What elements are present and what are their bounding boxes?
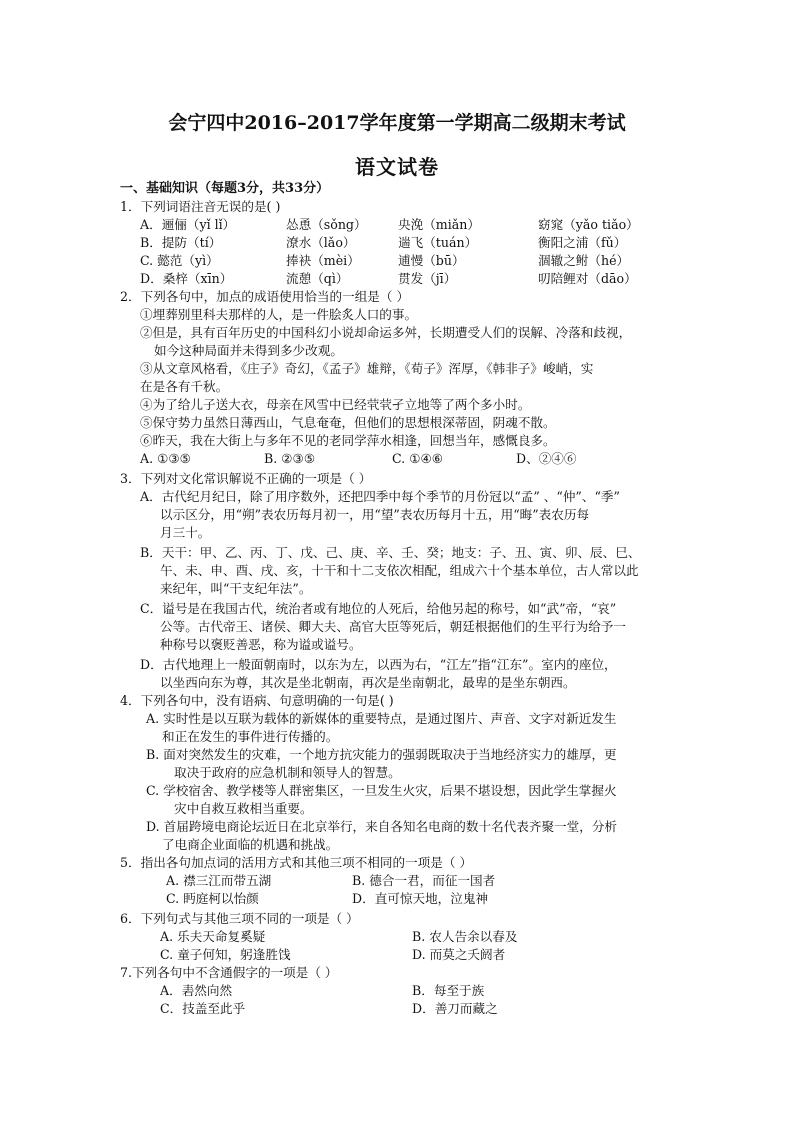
q1-option: B．提防（tí） <box>140 235 222 250</box>
q1-option: 潦水（lǎo） <box>286 235 356 250</box>
q3-line: 来纪年，叫“干支纪年法”。 <box>160 581 312 596</box>
q3-line: D．古代地理上一般面朝南时，以东为左，以西为右，“江左”指“江东”。室内的座位， <box>140 657 617 672</box>
section-heading: 一、基础知识（每题3分，共33分） <box>120 181 330 196</box>
q5-option: B. 德合一君，而征一国者 <box>352 873 496 888</box>
q2-line: ③从文章风格看，《庄子》奇幻，《孟子》雄辩，《荀子》浑厚，《韩非子》峻峭，实 <box>140 361 594 376</box>
q7-option: B．每至于族 <box>412 983 485 998</box>
q3-line: 以示区分，用“朔”表农历每月初一，用“望”表农历每月十五，用“晦”表农历每 <box>160 507 590 522</box>
q1-option: 涸辙之鲋（hé） <box>538 253 630 268</box>
q2-option: B. ②③⑤ <box>264 451 316 466</box>
q1-option: 逋慢（bū） <box>398 253 465 268</box>
q3-line: 月三十。 <box>160 525 211 540</box>
q2-line: ⑤保守势力虽然日薄西山，气息奄奄，但他们的思想根深蒂固，阴魂不散。 <box>140 415 556 430</box>
q2-line: 如今这种局面并未得到多少改观。 <box>154 343 343 358</box>
q1-option: 衡阳之浦（fǔ） <box>538 235 627 250</box>
q4-line: B. 面对突然发生的灾难，一个地方抗灾能力的强弱既取决于当地经济实力的雄厚，更 <box>146 747 617 762</box>
exam-title: 会宁四中2016–2017学年度第一学期高二级期末考试 <box>168 112 626 134</box>
q1-option: 流憩（qì） <box>286 271 349 286</box>
q1-option: 遄飞（tuán） <box>398 235 478 250</box>
q6-option: A. 乐夫天命复奚疑 <box>160 929 266 944</box>
q5-stem: 5．指出各句加点词的活用方式和其他三项不相同的一项是（ ） <box>120 855 473 870</box>
q7-option: D．善刀而藏之 <box>412 1001 498 1016</box>
q6-option: C. 童子何知，躬逢胜饯 <box>160 947 291 962</box>
q3-line: B．天干：甲、乙、丙、丁、戊、己、庚、辛、壬、癸；地支：子、丑、寅、卯、辰、巳、 <box>140 545 641 560</box>
q2-line: ②但是，具有百年历史的中国科幻小说却命运多舛，长期遭受人们的误解、冷落和歧视， <box>140 325 632 340</box>
q4-line: 和正在发生的事件进行传播的。 <box>162 729 339 744</box>
q4-stem: 4．下列各句中，没有语病、句意明确的一句是( ) <box>120 693 394 708</box>
q5-option: D．直可惊天地，泣鬼神 <box>352 891 489 906</box>
q3-line: 种称号以褒贬善恶，称为谥或谥号。 <box>160 637 362 652</box>
q1-option: 怂恿（sǒng） <box>286 217 367 232</box>
q1-option: C. 懿范（yì） <box>140 253 219 268</box>
q2-stem: 2．下列各句中，加点的成语使用恰当的一组是（ ） <box>120 289 410 304</box>
q3-line: C．谥号是在我国古代，统治者或有地位的人死后，给他另起的称号，如“武”帝，“哀” <box>140 601 617 616</box>
q1-option: 叨陪鲤对（dāo） <box>538 271 637 286</box>
q2-line: ①埋葬别里科夫那样的人，是一件脍炙人口的事。 <box>140 307 418 322</box>
q2-option: A. ①③⑤ <box>140 451 191 466</box>
q6-stem: 6．下列句式与其他三项不同的一项是（ ） <box>120 911 359 926</box>
q3-line: 以坐西向东为尊，其次是坐北朝南，再次是坐南朝北，最卑的是坐东朝西。 <box>160 675 576 690</box>
q2-line: 在是各有千秋。 <box>140 379 229 394</box>
q4-line: 了电商企业面临的机遇和挑战。 <box>162 837 339 852</box>
q4-line: 灾中自救互救相当重要。 <box>174 801 313 816</box>
q5-option: A. 襟三江而带五湖 <box>166 873 272 888</box>
q2-line: ⑥昨天，我在大街上与多年不见的老同学萍水相逢，回想当年，感慨良多。 <box>140 433 556 448</box>
q3-line: 午、未、申、酉、戌、亥，十干和十二支依次相配，组成六十个基本单位，古人常以此 <box>160 563 639 578</box>
exam-subtitle: 语文试卷 <box>355 155 439 179</box>
q1-option: 贯发（jī） <box>398 271 457 286</box>
q5-option: C. 眄庭柯以怡颜 <box>166 891 259 906</box>
q1-option: 央浼（miǎn） <box>398 217 480 232</box>
q2-line: ④为了给儿子送大衣，母亲在风雪中已经茕茕孑立地等了两个多小时。 <box>140 397 531 412</box>
q1-option: 捧袂（mèi） <box>286 253 360 268</box>
q1-option: 窈窕（yǎo tiǎo） <box>538 217 639 232</box>
q3-line: 公等。古代帝王、诸侯、卿大夫、高官大臣等死后，朝廷根据他们的生平行为给予一 <box>160 619 626 634</box>
q3-line: A．古代纪月纪日，除了用序数外，还把四季中每个季节的月份冠以“孟” 、“仲”、“季” <box>140 489 620 504</box>
q6-option: B. 农人告余以春及 <box>412 929 518 944</box>
q2-option: D、②④⑥ <box>516 451 577 466</box>
q4-line: A. 实时性是以互联为载体的新媒体的重要特点，是通过图片、声音、文字对新近发生 <box>146 711 617 726</box>
q6-option: D. 而莫之夭阏者 <box>412 947 506 962</box>
q2-option: C. ①④⑥ <box>392 451 444 466</box>
q4-line: D. 首届跨境电商论坛近日在北京举行，来自各知名电商的数十名代表齐聚一堂，分析 <box>146 819 618 834</box>
q7-option: C．技盖至此乎 <box>160 1001 246 1016</box>
q4-line: 取决于政府的应急机制和领导人的智慧。 <box>174 765 401 780</box>
q4-line: C. 学校宿舍、教学楼等人群密集区，一旦发生火灾，后果不堪设想，因此学生掌握火 <box>146 783 617 798</box>
q1-option: D．桑梓（xīn） <box>140 271 233 286</box>
q1-stem: 1．下列词语注音无误的是( ) <box>120 199 281 214</box>
q3-stem: 3．下列对文化常识解说不正确的一项是（ ） <box>120 471 372 486</box>
q1-option: A．逦俪（yǐ lǐ） <box>140 217 236 232</box>
q7-option: A．砉然向然 <box>160 983 233 998</box>
q7-stem: 7.下列各句中不含通假字的一项是（ ） <box>120 965 338 980</box>
